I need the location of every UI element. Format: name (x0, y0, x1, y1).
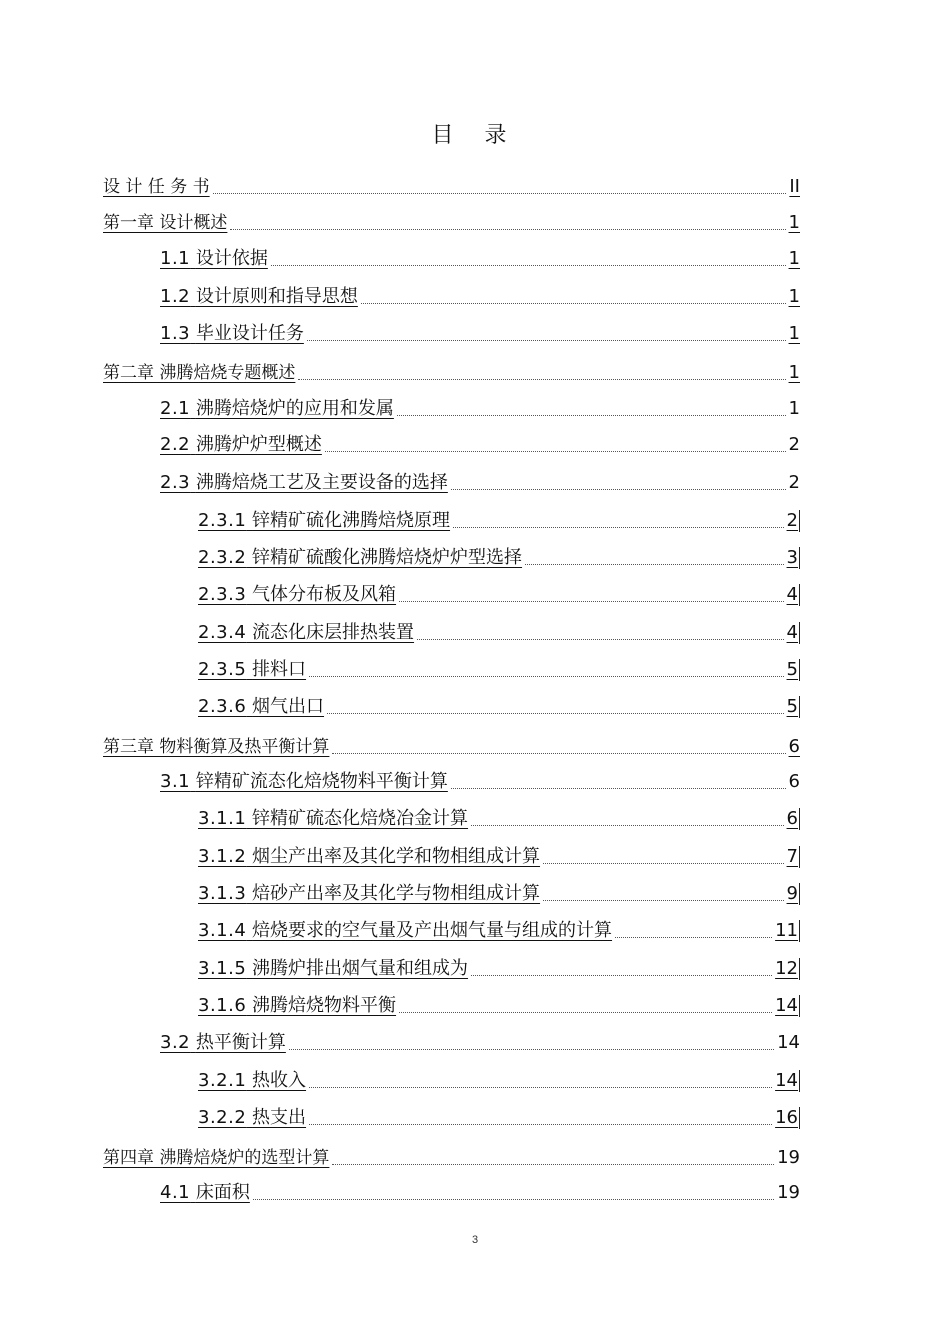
dot-leader (543, 861, 784, 864)
toc-entry-text: 设计原则和指导思想 (195, 286, 358, 307)
toc-entry[interactable] (198, 690, 800, 718)
dot-leader (451, 487, 786, 490)
toc-entry[interactable] (198, 578, 800, 606)
dot-leader (298, 377, 785, 380)
toc-entry-page: 6 (788, 736, 800, 757)
toc-entry[interactable] (160, 392, 800, 420)
toc-entry-number: 2.3.1 (198, 510, 247, 531)
toc-entry-text: 沸腾焙烧炉的应用和发属 (195, 398, 394, 419)
toc-entry-label (160, 434, 322, 456)
toc-entry-text: 热支出 (252, 1107, 307, 1128)
toc-entry[interactable] (160, 242, 800, 270)
toc-entry-text: 热收入 (252, 1070, 307, 1091)
toc-title: 目 录 (431, 123, 519, 148)
toc-entry-page: 1 (788, 323, 800, 344)
toc-entry-label (198, 846, 540, 868)
dot-leader (361, 301, 786, 304)
dot-leader (307, 338, 786, 341)
toc-entry-number: 2.3.3 (198, 584, 247, 605)
toc-entry-text: 第四章 沸腾焙烧炉的选型计算 (103, 1148, 330, 1168)
toc-entry-label (160, 771, 448, 793)
page-number-footer: 3 (471, 1234, 479, 1246)
toc-entry-label (198, 659, 306, 681)
toc-entry-number: 3.2.1 (198, 1070, 247, 1091)
dot-leader (309, 1085, 772, 1088)
toc-entry-text: 设计依据 (195, 248, 268, 269)
toc-entry[interactable] (198, 914, 800, 942)
dot-leader (332, 751, 785, 754)
toc-entry-label (103, 176, 210, 198)
toc-entry-label (160, 286, 358, 308)
toc-entry-text: 沸腾炉炉型概述 (195, 434, 322, 455)
toc-entry-number: 3.1.5 (198, 958, 247, 979)
toc-entry-label (160, 323, 304, 345)
dot-leader (543, 898, 784, 901)
dot-leader (309, 1122, 772, 1125)
toc-entry-text: 烟尘产出率及其化学和物相组成计算 (252, 846, 541, 867)
toc-entry-page: 16 (775, 1107, 798, 1128)
toc-entry-label (198, 584, 396, 606)
toc-entry[interactable] (198, 616, 800, 644)
toc-entry-text: 沸腾焙烧物料平衡 (252, 995, 397, 1016)
toc-entry[interactable] (160, 1026, 800, 1054)
dot-leader (615, 935, 772, 938)
toc-entry-number: 3.1.4 (198, 920, 247, 941)
dot-leader (253, 1197, 774, 1200)
toc-entry[interactable] (103, 1141, 800, 1169)
toc-entry-text: 流态化床层排热装置 (252, 622, 415, 643)
toc-entry-text: 锌精矿流态化焙烧物料平衡计算 (195, 771, 448, 792)
toc-entry[interactable] (198, 952, 800, 980)
toc-entry[interactable] (103, 170, 800, 198)
toc-entry-page: 5 (786, 659, 798, 680)
toc-entry[interactable] (198, 802, 800, 830)
toc-entry-page: 5 (786, 696, 798, 717)
dot-leader (325, 449, 786, 452)
toc-entry-number: 2.1 (160, 398, 191, 419)
toc-entry[interactable] (198, 1101, 800, 1129)
toc-entry[interactable] (103, 730, 800, 758)
toc-entry-label (198, 510, 450, 532)
toc-entry-page: 4 (786, 622, 798, 643)
toc-entry-text: 热平衡计算 (195, 1032, 286, 1053)
toc-entry-label (198, 958, 468, 980)
toc-entry-number: 1.3 (160, 323, 191, 344)
toc-entry-text: 锌精矿硫酸化沸腾焙烧炉炉型选择 (252, 547, 523, 568)
toc-entry-label (160, 398, 394, 420)
toc-entry[interactable] (160, 765, 800, 793)
toc-entry-page: 3 (786, 547, 798, 568)
toc-entry-page: II (789, 176, 800, 197)
toc-entry[interactable] (103, 206, 800, 234)
toc-entry-page: 14 (775, 995, 798, 1016)
toc-entry-text: 第一章 设计概述 (103, 213, 228, 233)
toc-entry-label (198, 547, 522, 569)
toc-entry-label (198, 622, 414, 644)
toc-entry-page: 19 (777, 1182, 800, 1203)
toc-entry-label (198, 883, 540, 905)
dot-leader (471, 823, 784, 826)
toc-entry-label (103, 736, 329, 758)
toc-entry-text: 焙烧要求的空气量及产出烟气量与组成的计算 (252, 920, 613, 941)
toc-entry[interactable] (198, 653, 800, 681)
toc-entry-text: 烟气出口 (252, 696, 325, 717)
toc-entry[interactable] (103, 356, 800, 384)
toc-entry-number: 2.3.2 (198, 547, 247, 568)
toc-entry-text: 设 计 任 务 书 (103, 177, 210, 197)
dot-leader (399, 599, 784, 602)
toc-entry-label (198, 808, 468, 830)
toc-entry-label (103, 362, 295, 384)
toc-entry-page: 6 (786, 808, 798, 829)
toc-entry-label (198, 995, 396, 1017)
toc-entry-text: 毕业设计任务 (195, 323, 304, 344)
toc-entry[interactable] (198, 1064, 800, 1092)
dot-leader (399, 1010, 772, 1013)
toc-entry-label (198, 920, 612, 942)
toc-entry-number: 3.2 (160, 1032, 191, 1053)
dot-leader (230, 227, 785, 230)
toc-entry[interactable] (160, 1176, 800, 1204)
toc-entry-page: 9 (786, 883, 798, 904)
toc-entry-page: 19 (777, 1147, 800, 1168)
toc-entry-label (160, 248, 268, 270)
toc-entry-page: 1 (788, 212, 800, 233)
toc-entry-label (198, 696, 324, 718)
dot-leader (451, 786, 786, 789)
dot-leader (525, 562, 784, 565)
toc-entry[interactable] (160, 317, 800, 345)
toc-entry-page: 14 (777, 1032, 800, 1053)
toc-entry-page: 2 (786, 510, 798, 531)
toc-entry[interactable] (160, 428, 800, 456)
dot-leader (327, 711, 784, 714)
toc-entry-text: 焙砂产出率及其化学与物相组成计算 (252, 883, 541, 904)
dot-leader (417, 637, 784, 640)
toc-entry-number: 2.3.5 (198, 659, 247, 680)
toc-entry-page: 4 (786, 584, 798, 605)
toc-entry-text: 锌精矿硫态化焙烧冶金计算 (252, 808, 469, 829)
toc-entry-page: 2 (788, 434, 800, 455)
dot-leader (213, 191, 787, 194)
toc-entry-text: 第二章 沸腾焙烧专题概述 (103, 363, 296, 383)
toc-entry-number: 2.3.4 (198, 622, 247, 643)
toc-entry-number: 3.1.6 (198, 995, 247, 1016)
toc-entry-page: 1 (788, 248, 800, 269)
toc-entry[interactable] (160, 280, 800, 308)
toc-entry-number: 2.3 (160, 472, 191, 493)
dot-leader (453, 525, 784, 528)
toc-entry-text: 排料口 (252, 659, 307, 680)
toc-entry-number: 3.1.1 (198, 808, 247, 829)
toc-entry-text: 沸腾焙烧工艺及主要设备的选择 (195, 472, 448, 493)
toc-entry-number: 3.1 (160, 771, 191, 792)
toc-entry-text: 气体分布板及风箱 (252, 584, 397, 605)
toc-entry-number: 1.1 (160, 248, 191, 269)
toc-entry-text: 第三章 物料衡算及热平衡计算 (103, 737, 330, 757)
toc-entry-page: 1 (788, 398, 800, 419)
toc-entry[interactable] (160, 466, 800, 494)
toc-entry-number: 2.3.6 (198, 696, 247, 717)
toc-entry-label (198, 1070, 306, 1092)
dot-leader (309, 674, 784, 677)
toc-entry-number: 4.1 (160, 1182, 191, 1203)
toc-entry[interactable] (198, 877, 800, 905)
dot-leader (271, 263, 786, 266)
toc-entry-label (103, 212, 227, 234)
toc-entry-page: 6 (788, 771, 800, 792)
dot-leader (289, 1047, 774, 1050)
dot-leader (397, 413, 786, 416)
toc-entry[interactable] (198, 504, 800, 532)
toc-entry-number: 3.1.3 (198, 883, 247, 904)
toc-entry-page: 1 (788, 286, 800, 307)
toc-entry-page: 2 (788, 472, 800, 493)
toc-entry[interactable] (198, 541, 800, 569)
toc-entry-label (198, 1107, 306, 1129)
toc-entry-number: 3.1.2 (198, 846, 247, 867)
dot-leader (471, 973, 772, 976)
toc-entry-text: 锌精矿硫化沸腾焙烧原理 (252, 510, 451, 531)
toc-entry-number: 1.2 (160, 286, 191, 307)
toc-entry-number: 2.2 (160, 434, 191, 455)
toc-entry-page: 14 (775, 1070, 798, 1091)
toc-entry-label (160, 1032, 286, 1054)
toc-entry-page: 7 (786, 846, 798, 867)
toc-entry-page: 11 (775, 920, 798, 941)
toc-entry-page: 12 (775, 958, 798, 979)
toc-entry[interactable] (198, 989, 800, 1017)
toc-entry-number: 3.2.2 (198, 1107, 247, 1128)
toc-entry-text: 床面积 (195, 1182, 250, 1203)
toc-entry-text: 沸腾炉排出烟气量和组成为 (252, 958, 469, 979)
toc-entry-page: 1 (788, 362, 800, 383)
toc-entry-label (103, 1147, 329, 1169)
toc-entry[interactable] (198, 840, 800, 868)
toc-entry-label (160, 1182, 250, 1204)
toc-entry-label (160, 472, 448, 494)
dot-leader (332, 1162, 774, 1165)
